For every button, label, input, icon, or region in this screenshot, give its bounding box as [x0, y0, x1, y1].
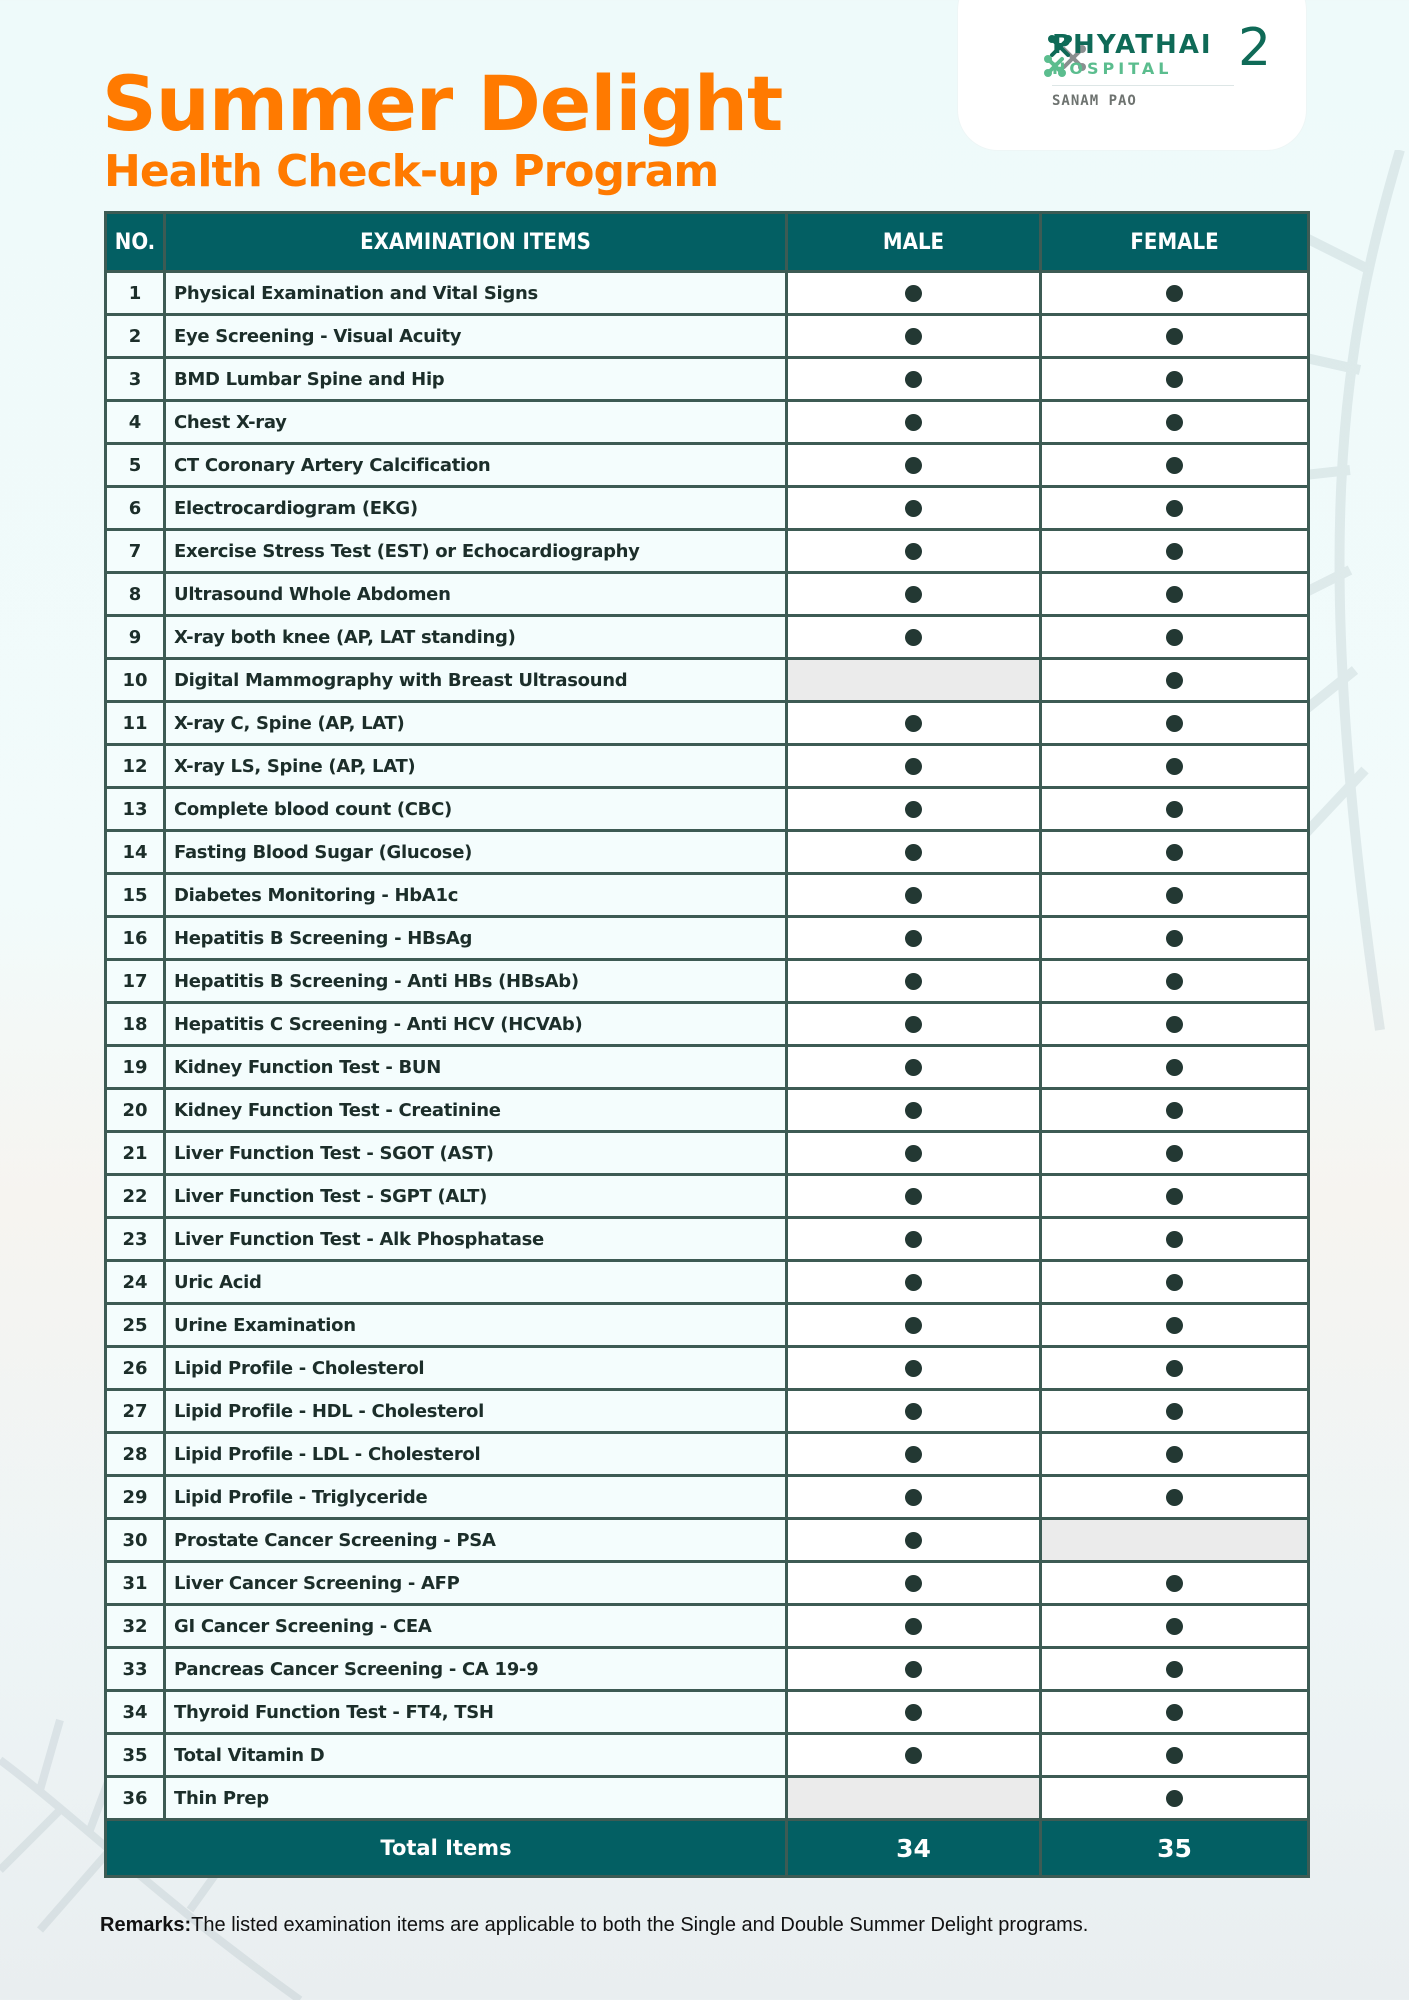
table-row [106, 917, 1309, 960]
table-row [106, 659, 1309, 702]
female-cell [1041, 917, 1309, 960]
included-dot-icon [1166, 1747, 1183, 1764]
male-cell [787, 1605, 1041, 1648]
table-row [106, 616, 1309, 659]
table-row [106, 831, 1309, 874]
table-row [106, 315, 1309, 358]
examination-item: Hepatitis C Screening - Anti HCV (HCVAb) [165, 1003, 787, 1046]
included-dot-icon [1166, 629, 1183, 646]
table-row [106, 401, 1309, 444]
female-cell [1041, 1003, 1309, 1046]
female-cell [1041, 1261, 1309, 1304]
row-number: 13 [106, 788, 165, 831]
included-dot-icon [1166, 457, 1183, 474]
included-dot-icon [905, 1446, 922, 1463]
male-cell [787, 401, 1041, 444]
male-cell [787, 1390, 1041, 1433]
row-number: 1 [106, 272, 165, 315]
examination-item: Complete blood count (CBC) [165, 788, 787, 831]
examination-item: Lipid Profile - HDL - Cholesterol [165, 1390, 787, 1433]
included-dot-icon [1166, 1360, 1183, 1377]
female-cell [1041, 960, 1309, 1003]
included-dot-icon [905, 629, 922, 646]
included-dot-icon [1166, 1231, 1183, 1248]
included-dot-icon [1166, 1188, 1183, 1205]
included-dot-icon [905, 887, 922, 904]
included-dot-icon [905, 844, 922, 861]
female-cell [1041, 745, 1309, 788]
examination-item: Chest X-ray [165, 401, 787, 444]
female-cell [1041, 530, 1309, 573]
female-cell [1041, 444, 1309, 487]
row-number: 24 [106, 1261, 165, 1304]
examination-item: X-ray C, Spine (AP, LAT) [165, 702, 787, 745]
included-dot-icon [1166, 844, 1183, 861]
included-dot-icon [905, 801, 922, 818]
male-cell [787, 831, 1041, 874]
included-dot-icon [905, 328, 922, 345]
row-number: 23 [106, 1218, 165, 1261]
examination-item: Electrocardiogram (EKG) [165, 487, 787, 530]
included-dot-icon [1166, 285, 1183, 302]
included-dot-icon [905, 1274, 922, 1291]
examination-item: Total Vitamin D [165, 1734, 787, 1777]
row-number: 21 [106, 1132, 165, 1175]
table-row [106, 272, 1309, 315]
male-cell [787, 1562, 1041, 1605]
male-cell [787, 1218, 1041, 1261]
female-cell [1041, 1347, 1309, 1390]
examination-item: Liver Cancer Screening - AFP [165, 1562, 787, 1605]
female-cell [1041, 401, 1309, 444]
row-number: 34 [106, 1691, 165, 1734]
included-dot-icon [905, 1360, 922, 1377]
examination-item: Digital Mammography with Breast Ultrasound [165, 659, 787, 702]
row-number: 20 [106, 1089, 165, 1132]
male-cell [787, 487, 1041, 530]
row-number: 32 [106, 1605, 165, 1648]
row-number: 15 [106, 874, 165, 917]
examination-table [104, 211, 1310, 1878]
table-row [106, 702, 1309, 745]
row-number: 27 [106, 1390, 165, 1433]
included-dot-icon [905, 1317, 922, 1334]
included-dot-icon [1166, 1446, 1183, 1463]
table-row [106, 1734, 1309, 1777]
male-cell [787, 1648, 1041, 1691]
included-dot-icon [1166, 328, 1183, 345]
included-dot-icon [1166, 672, 1183, 689]
male-cell [787, 1734, 1041, 1777]
included-dot-icon [1166, 586, 1183, 603]
examination-item: Lipid Profile - LDL - Cholesterol [165, 1433, 787, 1476]
examination-item: Lipid Profile - Triglyceride [165, 1476, 787, 1519]
included-dot-icon [905, 414, 922, 431]
female-cell [1041, 272, 1309, 315]
male-cell [787, 1433, 1041, 1476]
examination-item: X-ray both knee (AP, LAT standing) [165, 616, 787, 659]
total-items-label: Total Items [106, 1820, 787, 1877]
examination-item: Lipid Profile - Cholesterol [165, 1347, 787, 1390]
row-number: 19 [106, 1046, 165, 1089]
header-female: FEMALE [1041, 213, 1309, 272]
table-row [106, 1218, 1309, 1261]
row-number: 2 [106, 315, 165, 358]
table-row [106, 1433, 1309, 1476]
male-cell [787, 1175, 1041, 1218]
examination-item: CT Coronary Artery Calcification [165, 444, 787, 487]
included-dot-icon [905, 1489, 922, 1506]
female-cell [1041, 702, 1309, 745]
included-dot-icon [905, 1532, 922, 1549]
examination-item: GI Cancer Screening - CEA [165, 1605, 787, 1648]
brand-number: 2 [1238, 18, 1272, 78]
table-row [106, 358, 1309, 401]
included-dot-icon [1166, 1274, 1183, 1291]
examination-item: Hepatitis B Screening - HBsAg [165, 917, 787, 960]
male-cell [787, 745, 1041, 788]
female-cell [1041, 1132, 1309, 1175]
brand-subtitle: HOSPITAL [1052, 59, 1173, 78]
examination-item: Urine Examination [165, 1304, 787, 1347]
table-row [106, 1304, 1309, 1347]
included-dot-icon [1166, 500, 1183, 517]
included-dot-icon [905, 285, 922, 302]
table-row [106, 1261, 1309, 1304]
included-dot-icon [905, 758, 922, 775]
examination-item: X-ray LS, Spine (AP, LAT) [165, 745, 787, 788]
row-number: 6 [106, 487, 165, 530]
examination-item: Uric Acid [165, 1261, 787, 1304]
female-cell [1041, 1691, 1309, 1734]
row-number: 4 [106, 401, 165, 444]
male-cell [787, 1089, 1041, 1132]
male-total: 34 [787, 1820, 1041, 1877]
row-number: 36 [106, 1777, 165, 1820]
remarks-label: Remarks: [100, 1914, 192, 1936]
included-dot-icon [1166, 414, 1183, 431]
examination-item: Kidney Function Test - BUN [165, 1046, 787, 1089]
female-cell [1041, 1734, 1309, 1777]
male-cell [787, 530, 1041, 573]
male-cell [787, 1519, 1041, 1562]
included-dot-icon [905, 543, 922, 560]
included-dot-icon [905, 1016, 922, 1033]
female-cell [1041, 1175, 1309, 1218]
included-dot-icon [905, 1403, 922, 1420]
logo-divider [1052, 85, 1234, 86]
female-cell [1041, 487, 1309, 530]
included-dot-icon [905, 1231, 922, 1248]
included-dot-icon [1166, 1575, 1183, 1592]
row-number: 18 [106, 1003, 165, 1046]
page-title: Summer Delight [102, 59, 783, 148]
row-number: 35 [106, 1734, 165, 1777]
included-dot-icon [1166, 1016, 1183, 1033]
male-cell [787, 1777, 1041, 1820]
included-dot-icon [1166, 973, 1183, 990]
table-row [106, 1777, 1309, 1820]
included-dot-icon [1166, 371, 1183, 388]
male-cell [787, 1132, 1041, 1175]
table-row [106, 1562, 1309, 1605]
row-number: 7 [106, 530, 165, 573]
remarks [100, 1914, 1088, 1937]
male-cell [787, 659, 1041, 702]
table-row [106, 444, 1309, 487]
included-dot-icon [1166, 1704, 1183, 1721]
included-dot-icon [905, 1661, 922, 1678]
included-dot-icon [905, 1188, 922, 1205]
row-number: 5 [106, 444, 165, 487]
row-number: 16 [106, 917, 165, 960]
included-dot-icon [905, 1618, 922, 1635]
included-dot-icon [1166, 930, 1183, 947]
examination-item: Pancreas Cancer Screening - CA 19-9 [165, 1648, 787, 1691]
included-dot-icon [1166, 1145, 1183, 1162]
included-dot-icon [905, 715, 922, 732]
examination-item: BMD Lumbar Spine and Hip [165, 358, 787, 401]
male-cell [787, 1691, 1041, 1734]
row-number: 8 [106, 573, 165, 616]
header-no: NO. [106, 213, 165, 272]
female-cell [1041, 315, 1309, 358]
header-male: MALE [787, 213, 1041, 272]
examination-item: Ultrasound Whole Abdomen [165, 573, 787, 616]
included-dot-icon [905, 586, 922, 603]
table-row [106, 745, 1309, 788]
male-cell [787, 1476, 1041, 1519]
male-cell [787, 444, 1041, 487]
table-row [106, 1347, 1309, 1390]
included-dot-icon [905, 1102, 922, 1119]
row-number: 9 [106, 616, 165, 659]
row-number: 31 [106, 1562, 165, 1605]
examination-item: Liver Function Test - Alk Phosphatase [165, 1218, 787, 1261]
included-dot-icon [905, 930, 922, 947]
included-dot-icon [905, 1059, 922, 1076]
row-number: 28 [106, 1433, 165, 1476]
included-dot-icon [905, 1747, 922, 1764]
table-row [106, 1132, 1309, 1175]
examination-item: Exercise Stress Test (EST) or Echocardiography [165, 530, 787, 573]
included-dot-icon [1166, 1618, 1183, 1635]
examination-item: Thin Prep [165, 1777, 787, 1820]
included-dot-icon [1166, 1102, 1183, 1119]
male-cell [787, 1347, 1041, 1390]
examination-item: Thyroid Function Test - FT4, TSH [165, 1691, 787, 1734]
included-dot-icon [1166, 887, 1183, 904]
table-row [106, 1046, 1309, 1089]
female-cell [1041, 573, 1309, 616]
row-number: 11 [106, 702, 165, 745]
included-dot-icon [1166, 1489, 1183, 1506]
examination-item: Kidney Function Test - Creatinine [165, 1089, 787, 1132]
female-cell [1041, 1433, 1309, 1476]
included-dot-icon [1166, 1059, 1183, 1076]
row-number: 12 [106, 745, 165, 788]
examination-item: Prostate Cancer Screening - PSA [165, 1519, 787, 1562]
included-dot-icon [1166, 543, 1183, 560]
row-number: 10 [106, 659, 165, 702]
female-cell [1041, 1476, 1309, 1519]
female-cell [1041, 659, 1309, 702]
table-row [106, 874, 1309, 917]
male-cell [787, 1304, 1041, 1347]
female-cell [1041, 1390, 1309, 1433]
table-row [106, 1089, 1309, 1132]
total-items-row [106, 1820, 1309, 1877]
included-dot-icon [1166, 715, 1183, 732]
examination-item: Liver Function Test - SGPT (ALT) [165, 1175, 787, 1218]
included-dot-icon [905, 457, 922, 474]
examination-item: Hepatitis B Screening - Anti HBs (HBsAb) [165, 960, 787, 1003]
examination-item: Physical Examination and Vital Signs [165, 272, 787, 315]
included-dot-icon [905, 500, 922, 517]
examination-item: Liver Function Test - SGOT (AST) [165, 1132, 787, 1175]
male-cell [787, 315, 1041, 358]
female-total: 35 [1041, 1820, 1309, 1877]
table-row [106, 1476, 1309, 1519]
included-dot-icon [1166, 758, 1183, 775]
table-header-row [106, 213, 1309, 272]
examination-item: Eye Screening - Visual Acuity [165, 315, 787, 358]
male-cell [787, 272, 1041, 315]
table-row [106, 1003, 1309, 1046]
row-number: 22 [106, 1175, 165, 1218]
header-examination-items: EXAMINATION ITEMS [165, 213, 787, 272]
female-cell [1041, 1089, 1309, 1132]
male-cell [787, 573, 1041, 616]
table-row [106, 1605, 1309, 1648]
included-dot-icon [905, 1575, 922, 1592]
female-cell [1041, 1519, 1309, 1562]
included-dot-icon [905, 371, 922, 388]
included-dot-icon [1166, 1661, 1183, 1678]
remarks-text: The listed examination items are applicable to both the Single and Double Summer Delight programs. [191, 1914, 1089, 1936]
male-cell [787, 788, 1041, 831]
female-cell [1041, 1304, 1309, 1347]
included-dot-icon [1166, 1403, 1183, 1420]
male-cell [787, 702, 1041, 745]
male-cell [787, 358, 1041, 401]
male-cell [787, 874, 1041, 917]
female-cell [1041, 1562, 1309, 1605]
examination-item: Diabetes Monitoring - HbA1c [165, 874, 787, 917]
female-cell [1041, 831, 1309, 874]
female-cell [1041, 1648, 1309, 1691]
included-dot-icon [1166, 801, 1183, 818]
female-cell [1041, 358, 1309, 401]
row-number: 25 [106, 1304, 165, 1347]
included-dot-icon [1166, 1790, 1183, 1807]
male-cell [787, 1261, 1041, 1304]
row-number: 29 [106, 1476, 165, 1519]
male-cell [787, 1046, 1041, 1089]
page-subtitle: Health Check-up Program [104, 146, 719, 197]
table-row [106, 1390, 1309, 1433]
row-number: 33 [106, 1648, 165, 1691]
row-number: 14 [106, 831, 165, 874]
table-row [106, 1519, 1309, 1562]
female-cell [1041, 1605, 1309, 1648]
table-row [106, 788, 1309, 831]
included-dot-icon [1166, 1317, 1183, 1334]
table-row [106, 487, 1309, 530]
row-number: 30 [106, 1519, 165, 1562]
included-dot-icon [905, 1704, 922, 1721]
table-row [106, 1691, 1309, 1734]
row-number: 17 [106, 960, 165, 1003]
male-cell [787, 616, 1041, 659]
male-cell [787, 960, 1041, 1003]
table-row [106, 530, 1309, 573]
table-row [106, 1648, 1309, 1691]
table-row [106, 573, 1309, 616]
male-cell [787, 917, 1041, 960]
female-cell [1041, 1046, 1309, 1089]
female-cell [1041, 874, 1309, 917]
row-number: 3 [106, 358, 165, 401]
female-cell [1041, 1218, 1309, 1261]
brand-location: SANAM PAO [1052, 93, 1137, 109]
female-cell [1041, 1777, 1309, 1820]
examination-item: Fasting Blood Sugar (Glucose) [165, 831, 787, 874]
female-cell [1041, 616, 1309, 659]
male-cell [787, 1003, 1041, 1046]
table-row [106, 1175, 1309, 1218]
included-dot-icon [905, 1145, 922, 1162]
included-dot-icon [905, 973, 922, 990]
brand-name: PHYATHAI [1052, 30, 1213, 60]
table-row [106, 960, 1309, 1003]
row-number: 26 [106, 1347, 165, 1390]
female-cell [1041, 788, 1309, 831]
